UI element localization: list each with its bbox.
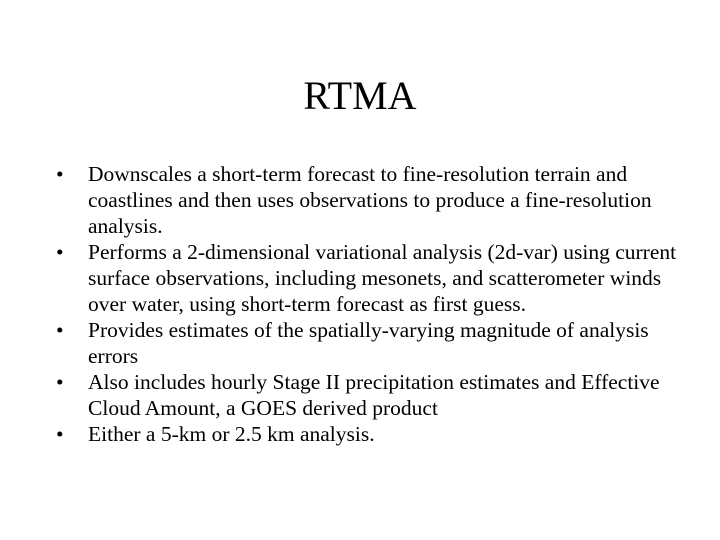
bullet-dot-icon: •: [56, 370, 64, 394]
bullet-item-error-estimates: [52, 317, 682, 369]
bullet-text: Downscales a short-term forecast to fine-resolution terrain and coastlines and then uses observations to produce a fine-resolution analysis.: [88, 162, 652, 238]
bullet-dot-icon: •: [56, 240, 64, 264]
bullet-dot-icon: •: [56, 318, 64, 342]
bullet-item-resolution: [52, 421, 682, 447]
bullet-dot-icon: •: [56, 162, 64, 186]
bullet-text: Provides estimates of the spatially-varying magnitude of analysis errors: [88, 318, 649, 368]
bullet-list: [52, 161, 682, 447]
bullet-text: Performs a 2-dimensional variational analysis (2d-var) using current surface observations, including mesonets, and scatterometer winds over water, using short-term forecast as first guess.: [88, 240, 677, 316]
bullet-item-2dvar: [52, 239, 682, 317]
bullet-item-precipitation: [52, 369, 682, 421]
slide-title: RTMA: [303, 73, 417, 118]
bullet-dot-icon: •: [56, 422, 64, 446]
bullet-text: Either a 5-km or 2.5 km analysis.: [88, 422, 375, 446]
bullet-text: Also includes hourly Stage II precipitation estimates and Effective Cloud Amount, a GOES derived product: [88, 370, 660, 420]
bullet-item-downscales: [52, 161, 682, 239]
